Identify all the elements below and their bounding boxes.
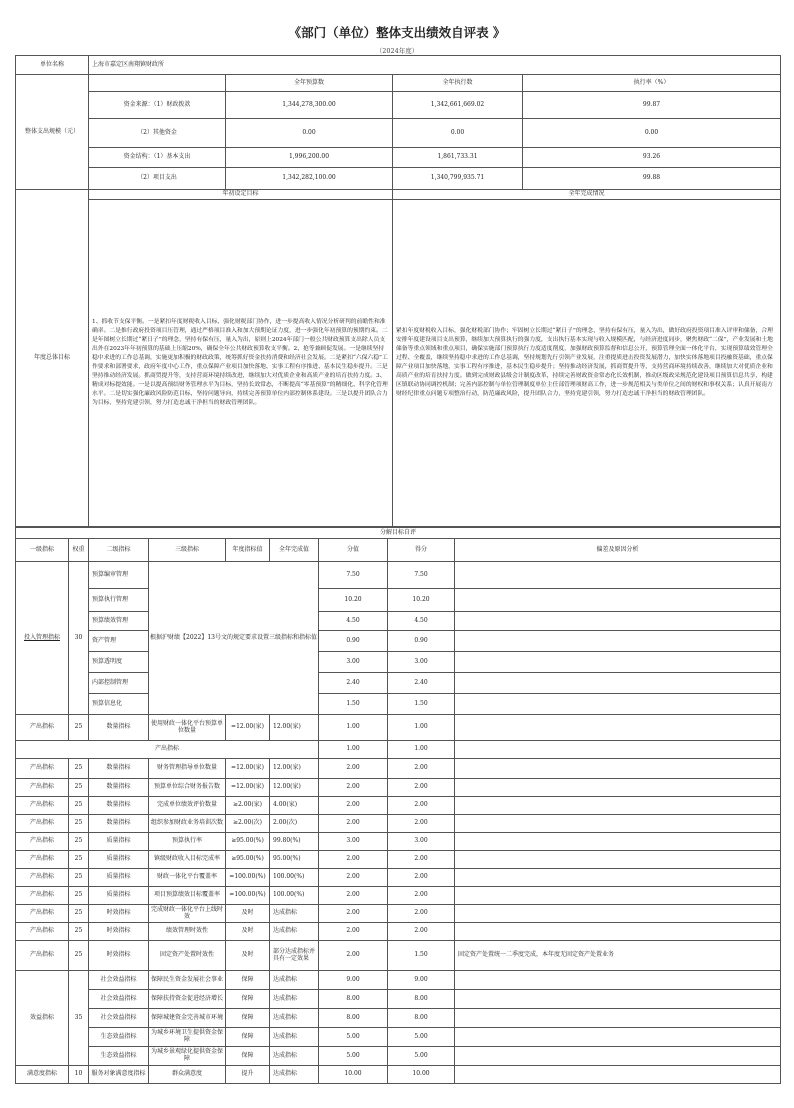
input-level2: 预算信息化 [89,694,149,715]
col-header: 偏差及原因分析 [455,539,781,562]
input-level2: 资产管理 [89,631,149,652]
level3: 保障城建资金完善城市环境 [149,1009,226,1028]
score: 5.00 [388,1047,455,1066]
note [455,990,781,1009]
col-header: 全年完成值 [270,539,319,562]
budget-row-rate: 99.87 [523,92,781,119]
weight: 25 [69,887,89,905]
level1: 产出指标 [16,797,69,815]
level1: 产出指标 [16,759,69,779]
budget-header-plan: 全年预算数 [226,75,393,92]
budget-row-label: （2）项目支出 [89,168,226,190]
score: 5.00 [388,1028,455,1047]
target: ≥2.00(家) [226,797,270,815]
level2: 质量指标 [89,887,149,905]
budget-row-actual: 1,342,661,669.02 [393,92,523,119]
note [455,797,781,815]
target: 保障 [226,1047,270,1066]
goal-done-text: 紧扣年度财税收入目标，强化财税部门协作；牢固树立长期过“紧日子”的理念，坚持有保有压，量入为出，做好政府投资项目准入评审和储备，合理安排年度建设项目支出预算，继续加大预算执行的强力度，支出执行基本实现与收入规模匹配，与经济进度同步，聚焦财政“二保”，产业发展和土地储备等重点领域和重点项目，确保实施部门预算执行力度适度削度，加强财政预算监督和信息公开，预算管理全面一体化平台，实现预算绩效管理全过程、全覆盖，继续坚持稳中求进的工作总基调，坚持规划先行引领产业发展，注重提质进击投资发展潜力，加快实体落地项目投融资基础，重点保障产业项目加快落地，实事工程有序推进，基本民生稳步提升；坚持推动经济发展，抓商贸提升等，支持营商环境持续改善，继续加大对优质企业和高质产业的培育扶持力度。做到完成财政县级会计制度改革，持续完善财政资金常态化长效机制，推动区级政采规范化建设项目预算信息共享，构建区镇联动协同调控机制；完善内部控制与单位管理制度单位主任部管理项财高工作，进一步规范相关与类单位之间的财权和事权关系；认真开展南方财经纪律重点问题专项整治行动，防范廉政风险，提升团队合力，坚持党建引领，努力打造忠诚干净担当的财政管理团队。 [393,200,781,527]
actual: 达成指标 [270,905,319,923]
level2: 数量指标 [89,715,149,741]
col-header: 一级指标 [16,539,69,562]
level2: 数量指标 [89,815,149,833]
level1: 产出指标 [16,815,69,833]
level1: 产出指标 [16,779,69,797]
note [455,923,781,941]
col-header: 权重 [69,539,89,562]
note [455,971,781,990]
note [455,833,781,851]
score: 0.90 [388,631,455,652]
col-header: 分值 [319,539,388,562]
level3: 完成财政一体化平台上线时效 [149,905,226,923]
input-level2: 内部控制管理 [89,673,149,694]
actual: 达成指标 [270,971,319,990]
note [455,1009,781,1028]
table-row [16,887,781,905]
level1: 产出指标 [16,851,69,869]
budget-row-actual: 1,340,799,935.71 [393,168,523,190]
level3: 绩效管理时效性 [149,923,226,941]
score: 2.00 [388,923,455,941]
note [455,887,781,905]
actual: 达成指标 [270,923,319,941]
budget-row-actual: 1,861,733.31 [393,148,523,168]
score: 1.00 [388,741,455,759]
analysis-section-title: 分解目标自评 [16,528,781,539]
target: ≥2.00(次) [226,815,270,833]
target: =12.00(家) [226,715,270,741]
table-row [16,941,781,971]
level2: 服务对象满意度指标 [89,1066,149,1084]
budget-row-rate: 0.00 [523,119,781,148]
level1: 产出指标 [16,905,69,923]
target: =100.00(%) [226,869,270,887]
score-max: 9.00 [319,971,388,990]
table-row [16,1009,781,1028]
actual: 达成指标 [270,1009,319,1028]
score-max: 2.00 [319,759,388,779]
score-max: 8.00 [319,1009,388,1028]
target: 保障 [226,971,270,990]
score-max: 1.50 [319,694,388,715]
level3: 组织参加财政业务培训次数 [149,815,226,833]
goal-set-header: 年初设定目标 [89,190,393,200]
score-max: 3.00 [319,833,388,851]
actual: 100.00(%) [270,887,319,905]
level3: 财政一体化平台覆盖率 [149,869,226,887]
note [455,759,781,779]
weight: 25 [69,779,89,797]
score: 8.00 [388,1009,455,1028]
actual: 达成指标 [270,1047,319,1066]
weight: 25 [69,941,89,971]
input-level2: 预算执行管理 [89,589,149,612]
benefit-rows [16,971,781,1066]
overview-table [15,55,781,527]
weight: 25 [69,759,89,779]
actual: 100.00(%) [270,869,319,887]
level1: 产出指标 [16,869,69,887]
score: 10.00 [388,1066,455,1084]
score: 1.00 [388,715,455,741]
level3: 使用财政一体化平台预算单位数量 [149,715,226,741]
table-row [16,971,781,990]
actual: 达成指标 [270,1028,319,1047]
level3: 固定资产处置时效性 [149,941,226,971]
output-subtotal-label: 产出指标 [16,741,319,759]
goal-set-text: 1、抓收节支保平衡。一是紧扣年度财税收入目标，强化财税部门协作，进一步提高收入情况分析研判的前瞻性和准确率。二是推行政府投资项目压管理，通过严格项目准入和加大预期论证力度，进一步强化年初预算的预期约束。二是年图树立长期过“紧日子”的理念，坚持有保有压，量入为出，原则上2024年部门一般公共财政预算支出除人员支出外在2023年年初预算的基础上压缩20%，确保全年公共财政预算收支平衡。2、抢等兼顾促发展。一是继续坚持稳中求进的工作总基调，实施更加积极的财政政策，统筹抓好资金扶持消费和经济社会发展。二是紧扣“六保六稳”工作要求和部署要求，政府年度中心工作，重点保障产业项目加快落地、实事工程有序推进、基本民生稳步提升。三是坚持推动经济发展。抓商贸提升等，支持营商环境持续改进，继续加大对优质企业和高质产业的培育扶持力度。3、精成对标提效能。一是以提高预结财务管理水平为目标，坚持长效常态，不断提高“零基预算”的精细化、科学化管理水平。二是切实强化廉政风险防范目标，坚持问题导向，持续完善预算单位内部控制体系建设。三是以提升团队合力为目标，坚持党建引领，努力打造忠诚干净担当的财政管理团队。 [89,200,393,527]
level1: 产出指标 [16,923,69,941]
level2: 质量指标 [89,851,149,869]
score-max: 2.00 [319,815,388,833]
actual: 部分达成指标并具有一定效果 [270,941,319,971]
level2: 时效指标 [89,923,149,941]
note [455,1066,781,1084]
actual: 99.80(%) [270,833,319,851]
table-row [16,905,781,923]
col-header: 得分 [388,539,455,562]
score-max: 7.50 [319,562,388,589]
score: 2.00 [388,869,455,887]
score: 3.00 [388,652,455,673]
score-max: 2.00 [319,797,388,815]
level3: 财务管理指导单位数量 [149,759,226,779]
level1: 产出指标 [16,941,69,971]
report-year: （2024年度） [375,47,419,55]
actual: 4.00(家) [270,797,319,815]
note [455,851,781,869]
level3: 保障民生资金发展社会事业 [149,971,226,990]
level1: 产出指标 [16,887,69,905]
score-max: 2.00 [319,869,388,887]
score-max: 2.00 [319,941,388,971]
score-max: 3.00 [319,652,388,673]
level2: 数量指标 [89,779,149,797]
target: ≥95.00(%) [226,851,270,869]
weight: 25 [69,905,89,923]
budget-row-plan: 1,996,200.00 [226,148,393,168]
target: ≥95.00(%) [226,833,270,851]
score-max: 2.00 [319,905,388,923]
table-row [16,869,781,887]
table-row [16,797,781,815]
input-level3-note: 根据沪财绩【2022】13号文的规定要求设置三级指标和指标值 [149,562,319,715]
table-row [16,815,781,833]
weight: 25 [69,833,89,851]
input-level2: 预算透明度 [89,652,149,673]
target: 保障 [226,990,270,1009]
score-max: 2.00 [319,779,388,797]
budget-row-plan: 0.00 [226,119,393,148]
note [455,1028,781,1047]
unit-name-value: 上海市嘉定区南翔镇财政所 [89,56,781,75]
weight: 25 [69,815,89,833]
level2: 生态效益指标 [89,1047,149,1066]
target: =12.00(家) [226,779,270,797]
target: =12.00(家) [226,759,270,779]
table-row [16,923,781,941]
actual: 12.00(家) [270,779,319,797]
annual-goal-label: 年度总体目标 [16,190,89,527]
score: 2.40 [388,673,455,694]
score-max: 10.00 [319,1066,388,1084]
indicator-table [15,527,781,1084]
unit-name-label: 单位名称 [16,56,89,75]
goal-done-header: 全年完成情况 [393,190,781,200]
budget-row-plan: 1,344,278,300.00 [226,92,393,119]
level3: 保障扶持资金促进经济增长 [149,990,226,1009]
score-max: 5.00 [319,1047,388,1066]
table-row [16,1047,781,1066]
weight: 25 [69,797,89,815]
score-max: 0.90 [319,631,388,652]
level2: 时效指标 [89,941,149,971]
weight: 25 [69,923,89,941]
score: 2.00 [388,905,455,923]
score: 4.50 [388,612,455,631]
score: 2.00 [388,779,455,797]
score-max: 2.00 [319,923,388,941]
note [455,869,781,887]
level2: 数量指标 [89,759,149,779]
target: 提升 [226,1066,270,1084]
level3: 预算执行率 [149,833,226,851]
target: 及时 [226,923,270,941]
level2: 数量指标 [89,797,149,815]
weight: 25 [69,715,89,741]
budget-row-label: 资金来源：（1）财政拨款 [89,92,226,119]
note [455,815,781,833]
page-title: 《部门（单位）整体支出绩效自评表 》 [288,25,506,40]
budget-row-rate: 99.88 [523,168,781,190]
score: 2.00 [388,797,455,815]
score: 3.00 [388,833,455,851]
weight: 10 [69,1066,89,1084]
score: 2.00 [388,887,455,905]
target: 保障 [226,1028,270,1047]
score-max: 2.00 [319,851,388,869]
budget-row-actual: 0.00 [393,119,523,148]
col-header: 年度指标值 [226,539,270,562]
col-header: 二级指标 [89,539,149,562]
input-level1: 投入管理指标 [16,562,69,715]
level3: 群众满意度 [149,1066,226,1084]
note: 固定资产处置统一二季度完成，本年度无固定资产处置业务 [455,941,781,971]
target: 及时 [226,941,270,971]
score: 8.00 [388,990,455,1009]
budget-scale-label: 整体支出规模（元） [16,75,89,190]
level3: 项目预算绩效目标覆盖率 [149,887,226,905]
note [455,715,781,741]
score: 9.00 [388,971,455,990]
score-max: 2.40 [319,673,388,694]
input-weight: 30 [69,562,89,715]
table-row [16,990,781,1009]
benefit-weight: 35 [69,971,89,1066]
actual: 2.00(次) [270,815,319,833]
note [455,905,781,923]
score: 7.50 [388,562,455,589]
table-row [16,833,781,851]
score-max: 10.20 [319,589,388,612]
col-header: 三级指标 [149,539,226,562]
level1: 产出指标 [16,833,69,851]
level2: 生态效益指标 [89,1028,149,1047]
target: 及时 [226,905,270,923]
level1: 满意度指标 [16,1066,69,1084]
score: 2.00 [388,815,455,833]
table-row [16,779,781,797]
level2: 质量指标 [89,833,149,851]
level2: 质量指标 [89,869,149,887]
level2: 社会效益指标 [89,971,149,990]
weight: 25 [69,851,89,869]
level3: 预算单位综合财务报告数 [149,779,226,797]
budget-row-label: （2）其他资金 [89,119,226,148]
actual: 12.00(家) [270,759,319,779]
actual: 95.00(%) [270,851,319,869]
level3: 镇级财政收入目标完成率 [149,851,226,869]
target: =100.00(%) [226,887,270,905]
level3: 完成单位绩效评价数量 [149,797,226,815]
note [455,779,781,797]
input-level2: 预算编审管理 [89,562,149,589]
score-max: 1.00 [319,715,388,741]
score-max: 1.00 [319,741,388,759]
weight: 25 [69,869,89,887]
score: 1.50 [388,694,455,715]
score-max: 2.00 [319,887,388,905]
actual: 达成指标 [270,990,319,1009]
output-rows [16,759,781,971]
level3: 为城乡景观绿化提供资金保障 [149,1047,226,1066]
table-row [16,1028,781,1047]
budget-header-rate: 执行率（%） [523,75,781,92]
score: 10.20 [388,589,455,612]
table-row [16,759,781,779]
score: 2.00 [388,851,455,869]
budget-row-rate: 93.26 [523,148,781,168]
budget-row-plan: 1,342,282,100.00 [226,168,393,190]
level1: 产出指标 [16,715,69,741]
target: 保障 [226,1009,270,1028]
benefit-level1: 效益指标 [16,971,69,1066]
score: 2.00 [388,759,455,779]
score-max: 8.00 [319,990,388,1009]
input-level2: 预算绩效管理 [89,612,149,631]
score-max: 4.50 [319,612,388,631]
budget-row-label: 资金结构：（1）基本支出 [89,148,226,168]
table-row [16,851,781,869]
level2: 社会效益指标 [89,1009,149,1028]
note [455,1047,781,1066]
level2: 社会效益指标 [89,990,149,1009]
score: 1.50 [388,941,455,971]
budget-header-actual: 全年执行数 [393,75,523,92]
level2: 时效指标 [89,905,149,923]
actual: 12.00(家) [270,715,319,741]
actual: 达成指标 [270,1066,319,1084]
level3: 为城乡环境卫生提供资金保障 [149,1028,226,1047]
score-max: 5.00 [319,1028,388,1047]
